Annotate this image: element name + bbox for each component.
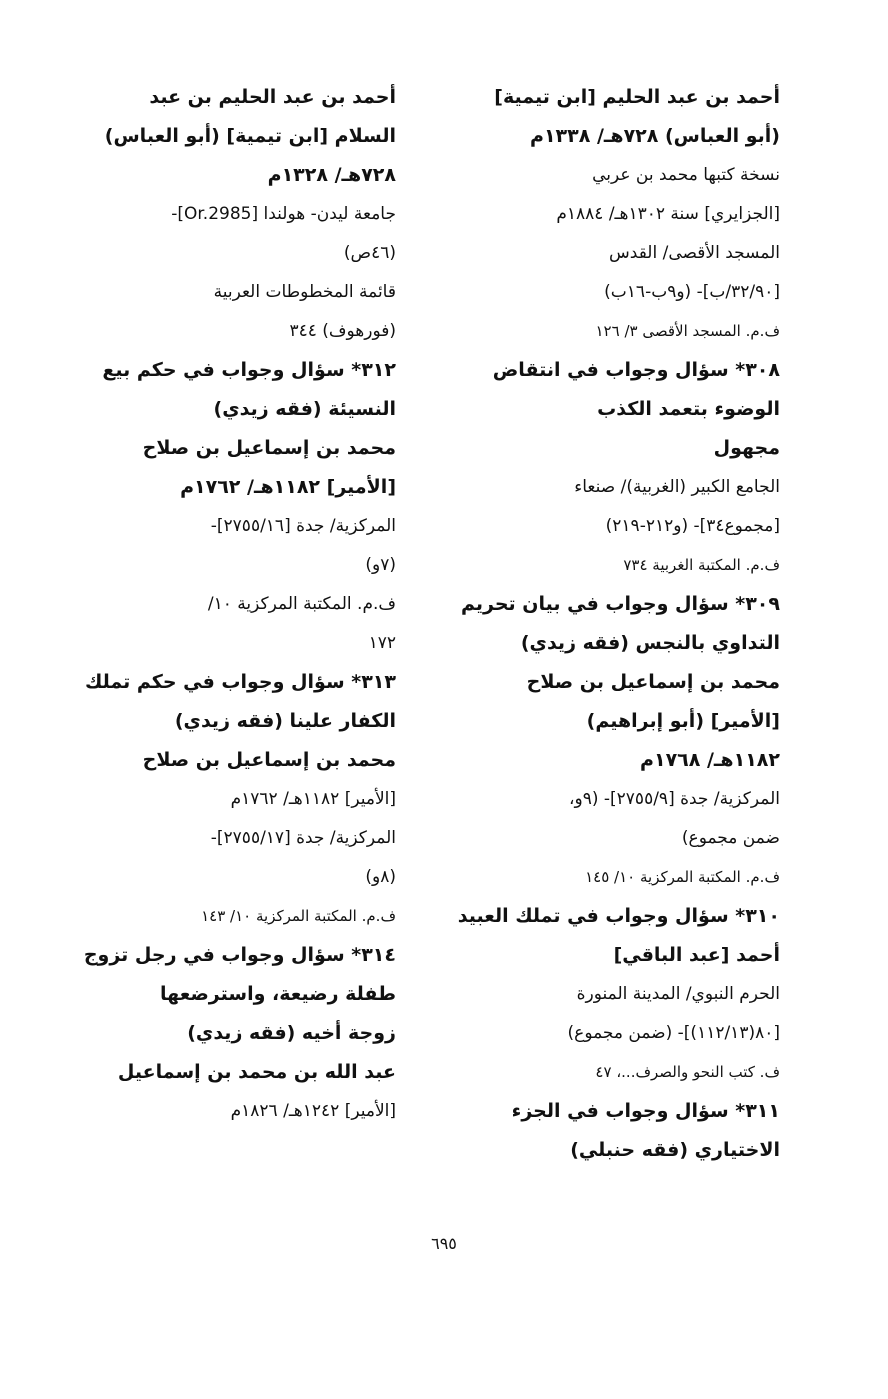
entry-heading-line: ٣١٠* سؤال وجواب في تملك العبيد (457, 905, 780, 927)
entry-heading-line: محمد بن إسماعيل بن صلاح (142, 437, 396, 459)
entry-detail-line: ف.م. المكتبة المركزية ١٠/ ١٤٥ (585, 868, 780, 886)
entry-detail-line: ف.م. المكتبة الغربية ٧٣٤ (623, 556, 780, 574)
entry-heading-line: السلام [ابن تيمية] (أبو العباس) (104, 125, 396, 147)
entry-heading-line: الاختياري (فقه حنبلي) (570, 1139, 780, 1161)
entry-heading-line: طفلة رضيعة، واسترضعها (160, 983, 396, 1005)
entry-detail-line: المسجد الأقصى/ القدس (609, 243, 780, 263)
entry-detail-line: (فورهوف) ٣٤٤ (289, 321, 396, 341)
entry-heading-line: عبد الله بن محمد بن إسماعيل (117, 1061, 396, 1083)
entry-detail-line: [الأمير] ١١٨٢هـ/ ١٧٦٢م (230, 789, 396, 809)
entry-detail-line: ١٧٢ (368, 633, 396, 653)
entry-detail-line: المركزية/ جدة [٢٧٥٥/١٧]- (210, 828, 396, 848)
entry-detail-line: (٧و) (365, 555, 396, 575)
entry-heading-line: [الأمير] ١١٨٢هـ/ ١٧٦٢م (180, 476, 396, 498)
right-column (440, 78, 780, 1170)
entry-heading-line: محمد بن إسماعيل بن صلاح (526, 671, 780, 693)
entry-heading-line: ٣٠٨* سؤال وجواب في انتقاض (492, 359, 780, 381)
entry-heading-line: ٣١٣* سؤال وجواب في حكم تملك (84, 671, 396, 693)
entry-detail-line: المركزية/ جدة [٢٧٥٥/٩]- (٩و، (569, 789, 780, 809)
entry-heading-line: ١١٨٢هـ/ ١٧٦٨م (640, 749, 780, 771)
entry-heading-line: أحمد [عبد الباقي] (613, 944, 780, 966)
entry-heading-line: الكفار علينا (فقه زيدي) (174, 710, 396, 732)
entry-heading-line: (أبو العباس) ٧٢٨هـ/ ١٣٣٨م (530, 125, 780, 147)
entry-detail-line: [٣٢/٩٠/ب]- (و٩ب-١٦ب) (604, 282, 780, 302)
entry-heading-line: أحمد بن عبد الحليم بن عبد (149, 86, 396, 108)
entry-detail-line: قائمة المخطوطات العربية (213, 282, 396, 302)
left-column (60, 78, 396, 1131)
entry-detail-line: نسخة كتبها محمد بن عربي (592, 165, 780, 185)
entry-heading-line: النسيئة (فقه زيدي) (213, 398, 396, 420)
entry-heading-line: محمد بن إسماعيل بن صلاح (142, 749, 396, 771)
entry-detail-line: الحرم النبوي/ المدينة المنورة (576, 984, 780, 1004)
entry-detail-line: ف.م. المكتبة المركزية ١٠/ ١٤٣ (201, 907, 396, 925)
entry-detail-line: [الأمير] ١٢٤٢هـ/ ١٨٢٦م (230, 1101, 396, 1121)
entry-heading-line: التداوي بالنجس (فقه زيدي) (520, 632, 780, 654)
entry-detail-line: [٨٠(١١٢/١٣)]- (ضمن مجموع) (567, 1023, 780, 1043)
entry-detail-line: (٨و) (365, 867, 396, 887)
entry-heading-line: مجهول (713, 437, 780, 459)
entry-detail-line: (٤٦ص) (343, 243, 396, 263)
entry-detail-line: الجامع الكبير (الغربية)/ صنعاء (574, 477, 780, 497)
entry-heading-line: ٣١٢* سؤال وجواب في حكم بيع (102, 359, 396, 381)
entry-heading-line: الوضوء بتعمد الكذب (597, 398, 780, 420)
entry-heading-line: زوجة أخيه (فقه زيدي) (187, 1022, 396, 1044)
page-number: ٦٩٥ (431, 1234, 457, 1253)
entry-detail-line: ف. كتب النحو والصرف...، ٤٧ (595, 1063, 780, 1081)
entry-detail-line: المركزية/ جدة [٢٧٥٥/١٦]- (210, 516, 396, 536)
entry-heading-line: ٣١١* سؤال وجواب في الجزء (511, 1100, 780, 1122)
entry-detail-line: ضمن مجموع) (681, 828, 780, 848)
entry-detail-line: [مجموع٣٤]- (و٢١٢-٢١٩) (605, 516, 780, 536)
entry-heading-line: أحمد بن عبد الحليم [ابن تيمية] (494, 86, 780, 108)
entry-heading-line: ٣٠٩* سؤال وجواب في بيان تحريم (460, 593, 780, 615)
entry-heading-line: ٧٢٨هـ/ ١٣٢٨م (267, 164, 396, 186)
entry-detail-line: ف.م. المسجد الأقصى ٣/ ١٢٦ (595, 322, 780, 340)
entry-heading-line: [الأمير] (أبو إبراهيم) (586, 710, 780, 732)
entry-detail-line: ف.م. المكتبة المركزية ١٠/ (207, 594, 396, 614)
entry-detail-line: جامعة ليدن- هولندا [Or.2985]- (171, 204, 396, 224)
entry-detail-line: [الجزايري] سنة ١٣٠٢هـ/ ١٨٨٤م (556, 204, 780, 224)
entry-heading-line: ٣١٤* سؤال وجواب في رجل تزوج (83, 944, 396, 966)
